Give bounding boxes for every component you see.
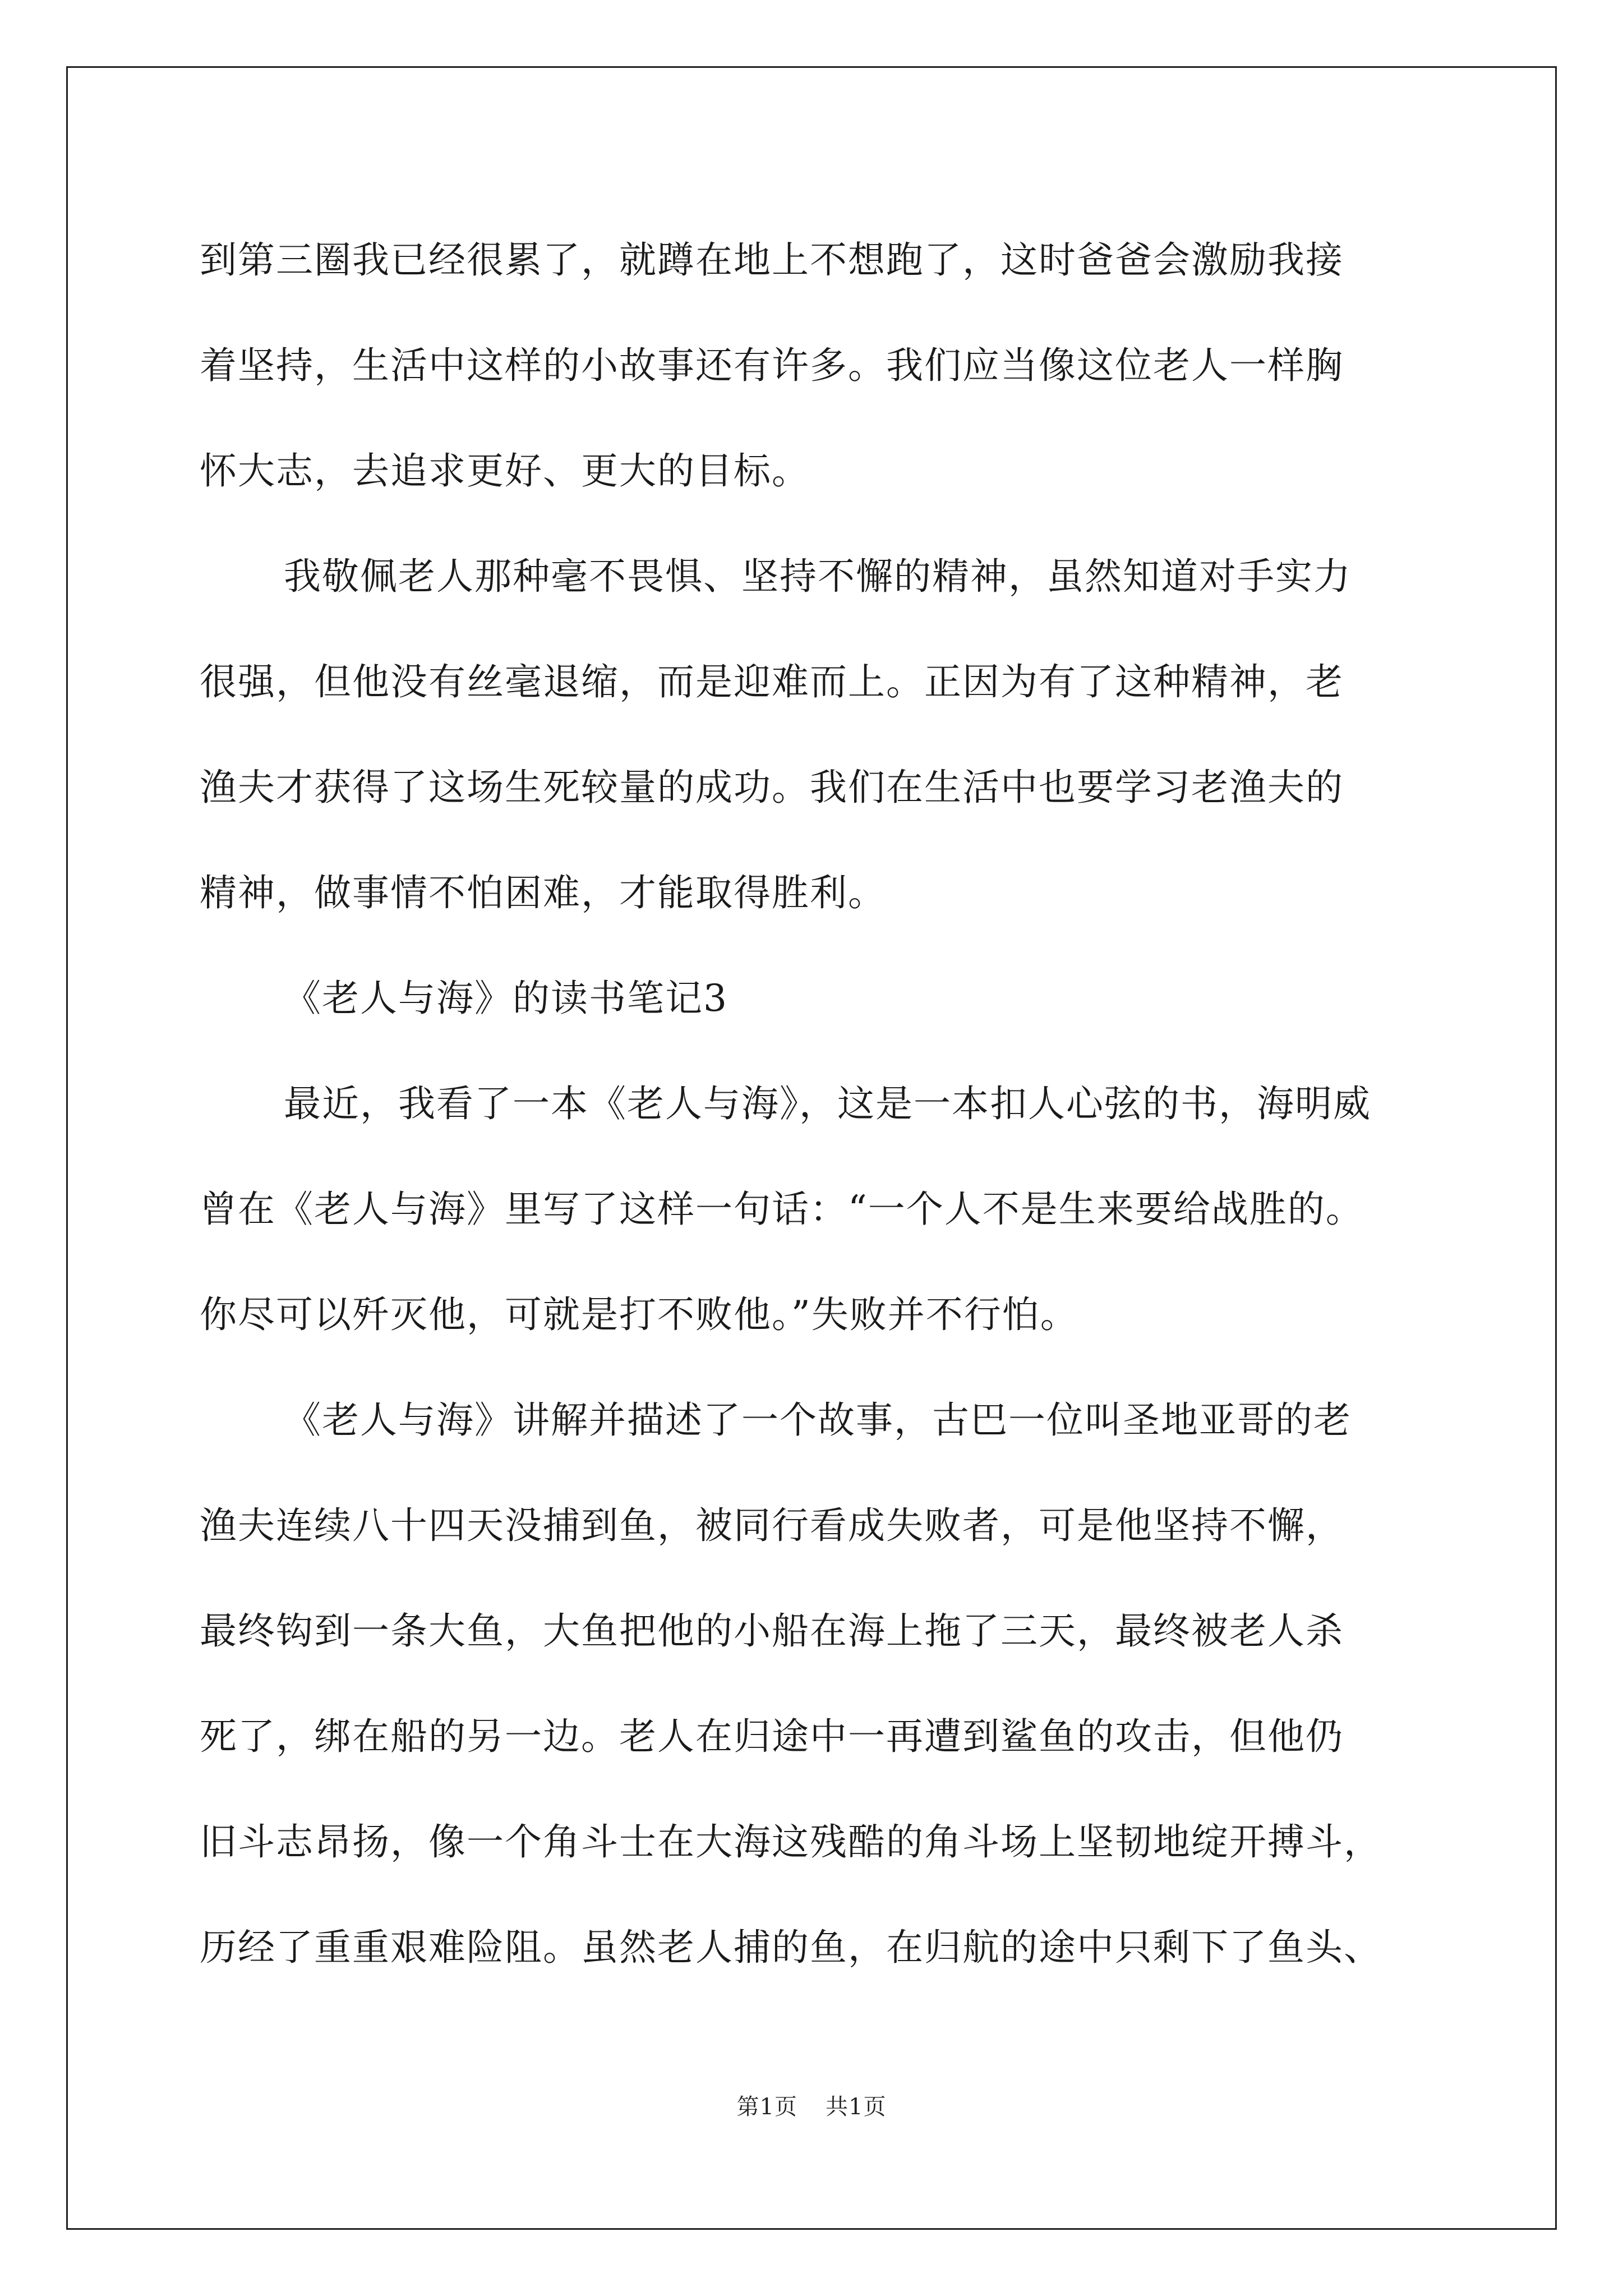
text-line: 很强，但他没有丝毫退缩，而是迎难而上。正因为有了这种精神，老: [200, 660, 1344, 703]
paragraph-start-line: 我敬佩老人那种毫不畏惧、坚持不懈的精神，虽然知道对手实力: [284, 555, 1352, 598]
page-number: 第1页: [736, 2094, 797, 2120]
text-line: 旧斗志昂扬，像一个角斗士在大海这残酷的角斗场上坚韧地绽开搏斗，: [200, 1820, 1382, 1864]
text-line: 着坚持，生活中这样的小故事还有许多。我们应当像这位老人一样胸: [200, 344, 1344, 387]
paragraph-start-line: 《老人与海》讲解并描述了一个故事，古巴一位叫圣地亚哥的老: [284, 1398, 1352, 1442]
page-total: 共1页: [826, 2094, 887, 2120]
text-line: 死了，绑在船的另一边。老人在归途中一再遭到鲨鱼的攻击，但他仍: [200, 1715, 1344, 1758]
page-footer: [0, 2090, 1623, 2124]
text-line: 历经了重重艰难险阻。虽然老人捕的鱼，在归航的途中只剩下了鱼头、: [200, 1926, 1382, 1969]
paragraph-start-line: 最近，我看了一本《老人与海》，这是一本扣人心弦的书，海明威: [284, 1082, 1371, 1125]
text-line: 渔夫才获得了这场生死较量的成功。我们在生活中也要学习老渔夫的: [200, 766, 1344, 809]
text-line: 曾在《老人与海》里写了这样一句话：“一个人不是生来要给战胜的。: [200, 1188, 1364, 1231]
document-body: [200, 208, 1433, 2000]
text-line: 你尽可以歼灭他，可就是打不败他。”失败并不行怕。: [200, 1293, 1078, 1336]
text-line: 怀大志，去追求更好、更大的目标。: [200, 449, 810, 493]
section-heading: 《老人与海》的读书笔记3: [284, 977, 728, 1020]
text-line: 精神，做事情不怕困难，才能取得胜利。: [200, 871, 886, 914]
text-line: 到第三圈我已经很累了，就蹲在地上不想跑了，这时爸爸会激励我接: [200, 238, 1344, 282]
text-line: 渔夫连续八十四天没捕到鱼，被同行看成失败者，可是他坚持不懈，: [200, 1504, 1344, 1547]
text-line: 最终钩到一条大鱼，大鱼把他的小船在海上拖了三天，最终被老人杀: [200, 1609, 1344, 1653]
